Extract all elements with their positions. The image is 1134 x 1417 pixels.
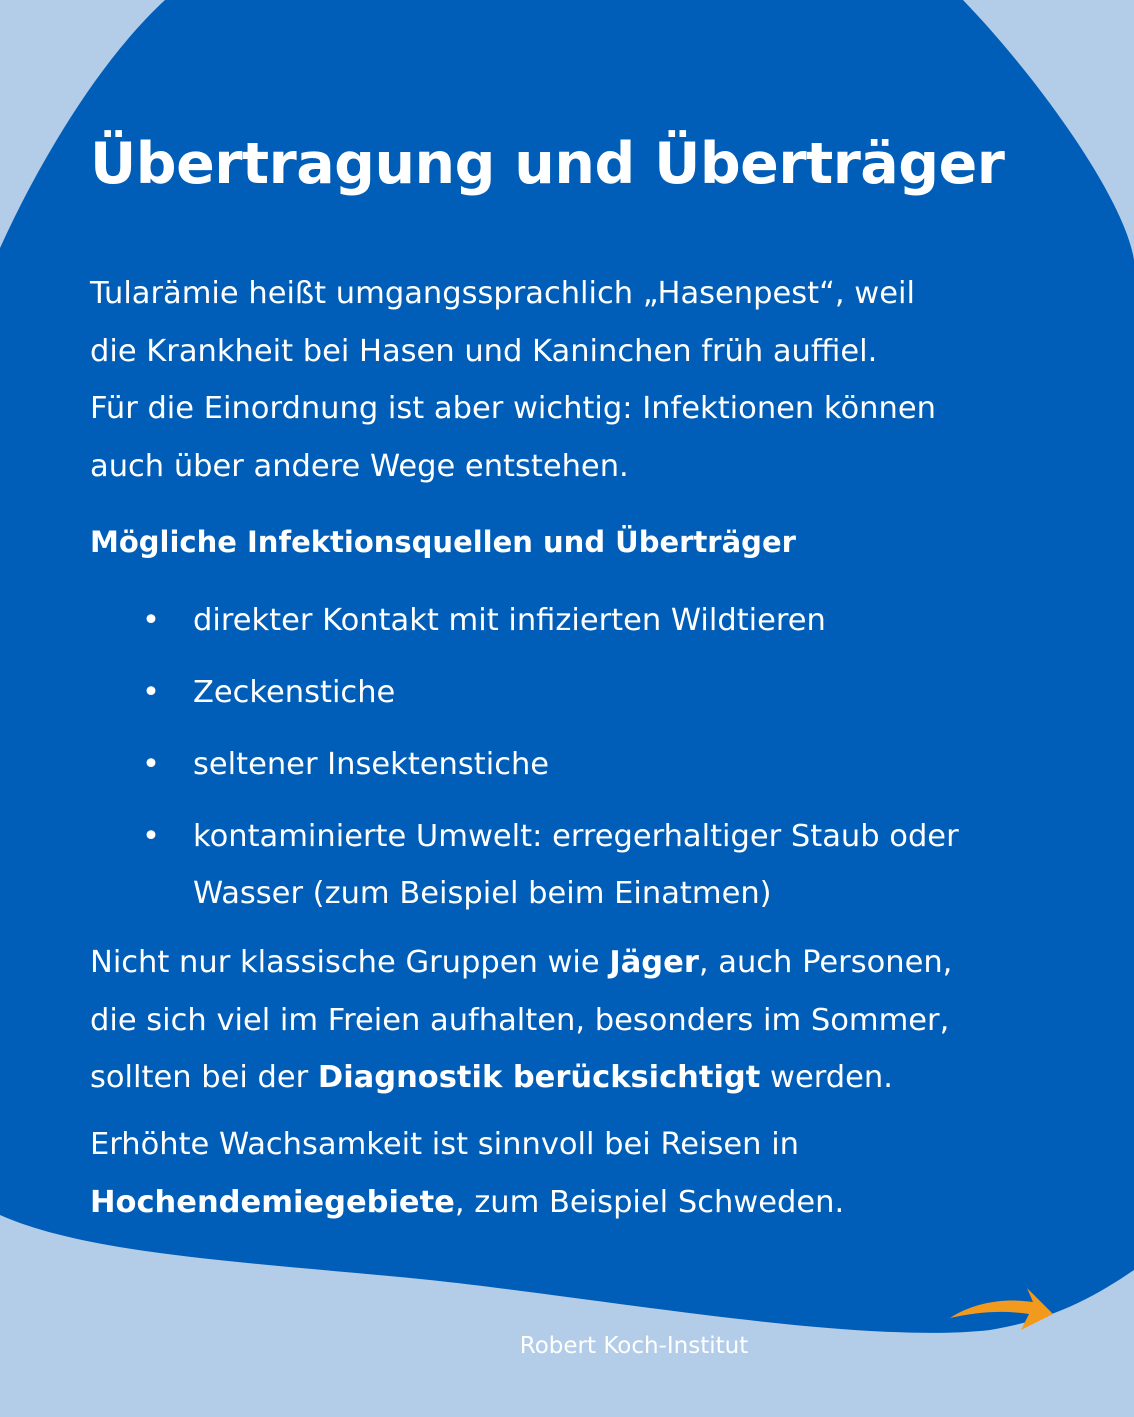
list-item — [90, 736, 1050, 793]
emphasis-hunters: Jäger — [609, 945, 699, 980]
intro-line: die Krankheit bei Hasen und Kaninchen früh auffiel. — [90, 333, 878, 369]
paragraph-line — [90, 1049, 1050, 1107]
list-item — [90, 664, 1050, 721]
list-item-text: Zeckenstiche — [193, 675, 396, 710]
intro-line: Für die Einordnung ist aber wichtig: Infektionen können — [90, 391, 936, 426]
risk-groups-paragraph — [90, 934, 1050, 1107]
list-item-text: Wasser (zum Beispiel beim Einatmen) — [193, 876, 772, 911]
list-item-text: seltener Insektenstiche — [193, 747, 550, 782]
travel-paragraph — [90, 1116, 1050, 1231]
intro-paragraph — [90, 265, 1030, 495]
page-title: Übertragung und Überträger — [90, 131, 1005, 197]
infection-sources-list — [90, 592, 1050, 937]
section-subheading: Mögliche Infektionsquellen und Überträger — [90, 525, 796, 559]
text-segment: , auch Personen, — [698, 945, 953, 980]
text-segment: sollten bei der — [90, 1060, 318, 1095]
list-item-text: kontaminierte Umwelt: erregerhaltiger Staub oder — [193, 819, 959, 854]
list-item — [90, 592, 1050, 649]
intro-line: auch über andere Wege entstehen. — [90, 448, 629, 484]
paragraph-line: die sich viel im Freien aufhalten, besonders im Sommer, — [90, 1002, 950, 1038]
intro-line: Tularämie heißt umgangssprachlich „Hasenpest“, weil — [90, 276, 915, 311]
list-item — [90, 808, 1050, 922]
paragraph-line — [90, 934, 1050, 992]
footer — [0, 1333, 1134, 1359]
bullet-marker: • — [142, 603, 160, 638]
arrow-right-icon[interactable] — [945, 1278, 1057, 1338]
paragraph-line: Erhöhte Wachsamkeit ist sinnvoll bei Reisen in — [90, 1127, 800, 1162]
text-segment: Nicht nur klassische Gruppen wie — [90, 945, 610, 980]
bullet-marker: • — [142, 675, 160, 710]
emphasis-endemic-areas: Hochendemiegebiete — [90, 1184, 455, 1220]
list-item-text: direkter Kontakt mit infizierten Wildtieren — [193, 603, 826, 638]
bullet-marker: • — [142, 747, 160, 782]
text-segment: werden. — [760, 1060, 893, 1095]
paragraph-line — [90, 1174, 1050, 1232]
bullet-marker: • — [142, 819, 160, 854]
emphasis-diagnostics: Diagnostik berücksichtigt — [317, 1060, 761, 1095]
text-segment: , zum Beispiel Schweden. — [454, 1184, 845, 1220]
footer-publisher: Robert Koch-Institut — [519, 1333, 749, 1359]
